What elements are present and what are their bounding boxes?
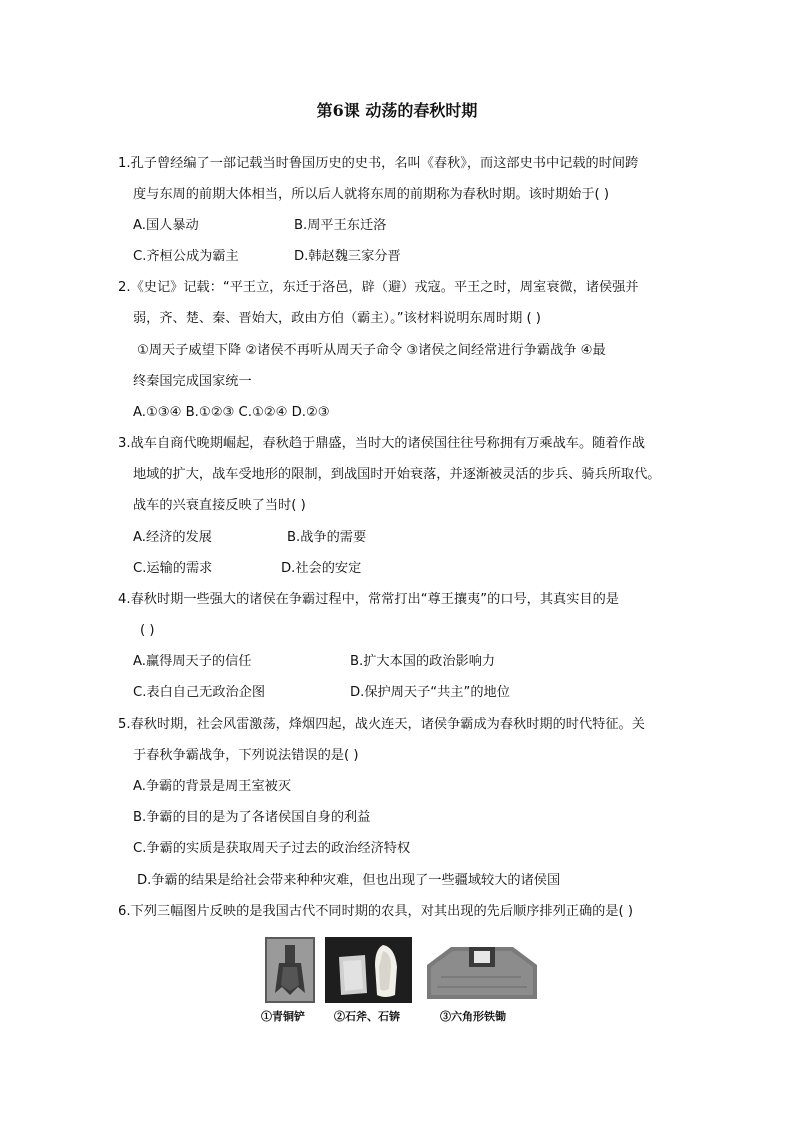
q3-stem-line1: 3.战车自商代晚期崛起，春秋趋于鼎盛，当时大的诸侯国往往号称拥有万乘战车。随着作战 xyxy=(118,436,645,451)
q4-option-b: B.扩大本国的政治影响力 xyxy=(350,654,496,669)
q1-option-a: A.国人暴动 xyxy=(133,218,199,233)
q1-option-b: B.周平王东迁洛 xyxy=(294,218,387,233)
q2-stem-line1: 2.《史记》记载：“平王立，东迁于洛邑，辟（避）戎寇。平王之时，周室衰微，诸侯强并 xyxy=(118,280,639,295)
q5-option-a: A.争霸的背景是周王室被灭 xyxy=(133,779,292,794)
q5-stem-line2: 于春秋争霸战争，下列说法错误的是( ) xyxy=(133,748,359,763)
q2-options: A.①③④ B.①②③ C.①②④ D.②③ xyxy=(133,405,330,420)
q5-option-b: B.争霸的目的是为了各诸侯国自身的利益 xyxy=(133,810,371,825)
stone-axe-adze-image xyxy=(325,937,412,1003)
q4-option-a: A.赢得周天子的信任 xyxy=(133,654,252,669)
q4-option-c: C.表白自己无政治企图 xyxy=(133,685,266,700)
q5-option-c: C.争霸的实质是获取周天子过去的政治经济特权 xyxy=(133,841,411,856)
q6-stem-line1: 6.下列三幅图片反映的是我国古代不同时期的农具，对其出现的先后顺序排列正确的是( ) xyxy=(118,904,633,919)
q5-stem-line1: 5.春秋时期，社会风雷激荡，烽烟四起，战火连天，诸侯争霸成为春秋时期的时代特征。关 xyxy=(118,717,645,732)
hexagonal-iron-hoe-image xyxy=(421,937,543,1003)
q3-stem-line3: 战车的兴衰直接反映了当时( ) xyxy=(133,498,306,513)
q3-option-b: B.战争的需要 xyxy=(287,530,367,545)
q3-option-c: C.运输的需求 xyxy=(133,561,213,576)
q1-option-c: C.齐桓公成为霸主 xyxy=(133,249,239,264)
lesson-title: 第6课 动荡的春秋时期 xyxy=(316,101,478,120)
q1-stem-line1: 1.孔子曾经编了一部记载当时鲁国历史的史书，名叫《春秋》，而这部史书中记载的时间跨 xyxy=(118,156,639,171)
q3-option-d: D.社会的安定 xyxy=(281,561,362,576)
q4-option-d: D.保护周天子“共主”的地位 xyxy=(350,685,510,700)
q2-statements-line2: 终秦国完成国家统一 xyxy=(133,374,252,389)
q2-statements-line1: ①周天子威望下降 ②诸侯不再听从周天子命令 ③诸侯之间经常进行争霸战争 ④最 xyxy=(137,343,606,358)
caption-stone-axe-adze: ②石斧、石锛 xyxy=(334,1010,400,1023)
caption-iron-hoe: ③六角形铁锄 xyxy=(440,1010,506,1023)
q2-stem-line2: 弱，齐、楚、秦、晋始大，政由方伯（霸主）。”该材料说明东周时期 ( ) xyxy=(133,311,541,326)
q3-option-a: A.经济的发展 xyxy=(133,530,212,545)
q4-stem-line1: 4.春秋时期一些强大的诸侯在争霸过程中，常常打出“尊王攘夷”的口号，其真实目的是 xyxy=(118,592,619,607)
q5-option-d: D.争霸的结果是给社会带来种种灾难，但也出现了一些疆域较大的诸侯国 xyxy=(137,873,561,888)
caption-bronze-spade: ①青铜铲 xyxy=(261,1010,305,1023)
q1-option-d: D.韩赵魏三家分晋 xyxy=(294,249,401,264)
q3-stem-line2: 地域的扩大，战车受地形的限制，到战国时开始衰落，并逐渐被灵活的步兵、骑兵所取代。 xyxy=(133,467,661,482)
q4-stem-line2: ( ) xyxy=(140,623,155,638)
bronze-spade-image xyxy=(265,937,315,1003)
q1-stem-line2: 度与东周的前期大体相当，所以后人就将东周的前期称为春秋时期。该时期始于( ) xyxy=(133,187,610,202)
